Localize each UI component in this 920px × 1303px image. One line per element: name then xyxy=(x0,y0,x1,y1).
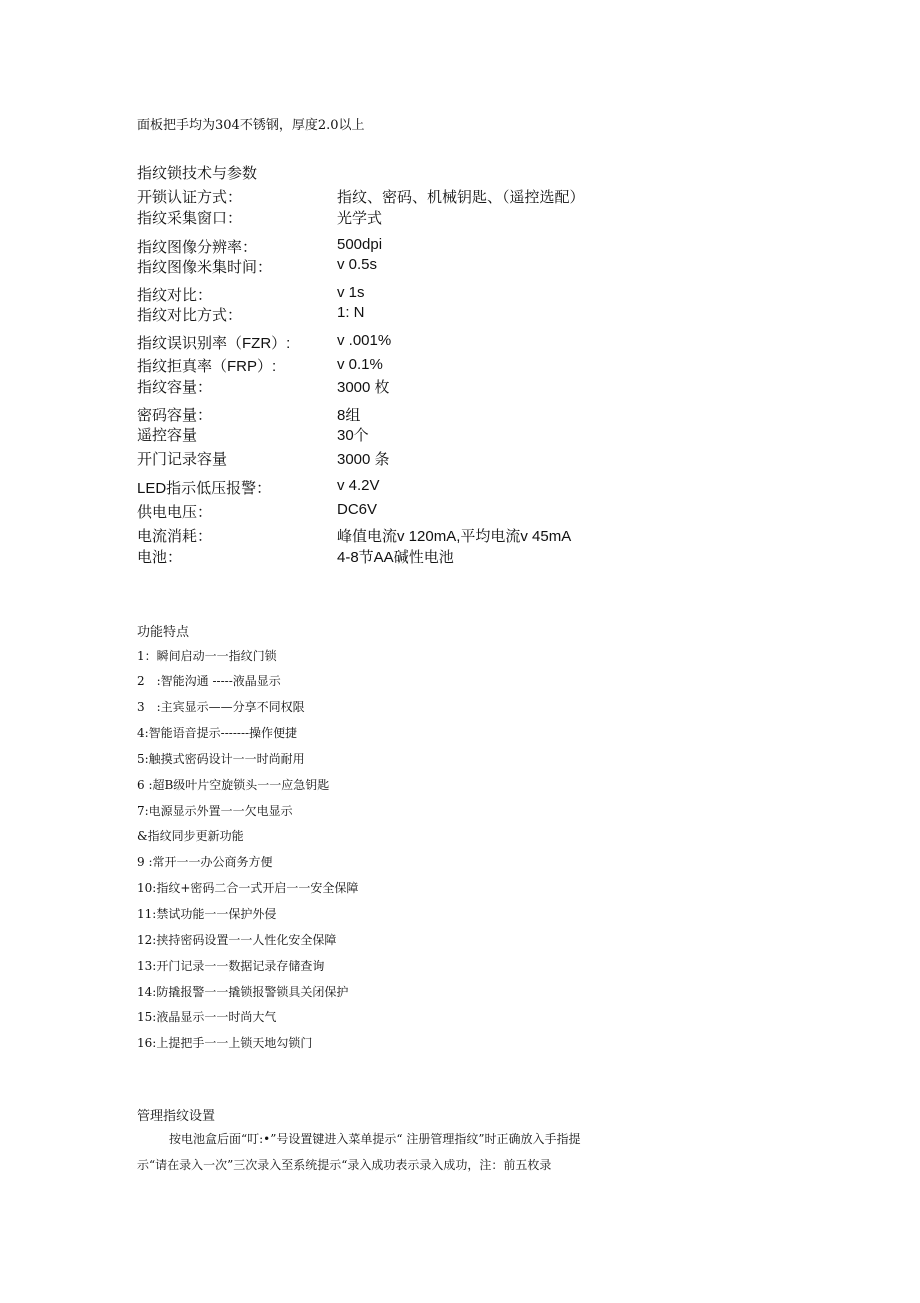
feature-item: 9 :常开一一办公商务方便 xyxy=(137,855,273,869)
spec-label: 供电电压： xyxy=(137,504,213,521)
management-paragraph-line: 示“请在录入一次”三次录入至系统提示“录入成功表示录入成功，注：前五枚录 xyxy=(137,1158,552,1172)
feature-item: 3 :主宾显示——分享不同权限 xyxy=(137,700,305,714)
spec-value: 30个 xyxy=(337,427,369,444)
feature-item: 2 :智能沟通 -----液晶显示 xyxy=(137,674,281,688)
spec-label: 密码容量： xyxy=(137,407,213,424)
features-title: 功能特点 xyxy=(137,625,190,640)
feature-item: 14:防撬报警一一撬锁报警锁具关闭保护 xyxy=(137,985,349,999)
spec-value: v 1s xyxy=(337,284,365,301)
spec-value: 3000 枚 xyxy=(337,379,390,396)
spec-value: 8组 xyxy=(337,407,361,424)
spec-value: v 0.5s xyxy=(337,256,378,273)
spec-label: 指纹容量： xyxy=(137,379,213,396)
spec-value: 500dpi xyxy=(337,236,383,253)
spec-label: 指纹图像分辨率： xyxy=(137,239,258,256)
management-title: 管理指纹设置 xyxy=(137,1109,216,1124)
spec-label: 指纹采集窗口： xyxy=(137,210,243,227)
spec-value: v 0.1% xyxy=(337,356,383,373)
spec-value: 1: N xyxy=(337,304,365,321)
feature-item: 7:电源显示外置一一欠电显示 xyxy=(137,804,293,818)
spec-value: 峰值电流v 120mA,平均电流v 45mA xyxy=(337,528,572,545)
intro-text: 面板把手均为304不锈钢，厚度2.0以上 xyxy=(137,118,365,133)
spec-label: 指纹拒真率（FRP）: xyxy=(137,358,277,375)
spec-value: 指纹、密码、机械钥匙、（遥控选配） xyxy=(337,189,585,206)
spec-label: 开门记录容量 xyxy=(137,451,228,468)
feature-item: 4:智能语音提示-------操作便捷 xyxy=(137,726,298,740)
spec-label: 指纹误识别率（FZR）: xyxy=(137,335,291,352)
spec-label: 开锁认证方式： xyxy=(137,189,243,206)
feature-item: 5:触摸式密码设计一一时尚耐用 xyxy=(137,752,305,766)
spec-title: 指纹锁技术与参数 xyxy=(137,165,258,182)
spec-label: 指纹图像米集时间： xyxy=(137,259,273,276)
feature-item: 15:液晶显示一一时尚大气 xyxy=(137,1010,277,1024)
feature-item: 11:禁试功能一一保护外侵 xyxy=(137,907,277,921)
spec-label: LED指示低压报警： xyxy=(137,480,272,497)
spec-value: v 4.2V xyxy=(337,477,380,494)
feature-item: 13:开门记录一一数据记录存储查询 xyxy=(137,959,325,973)
feature-item: 16:上提把手一一上锁天地勾锁门 xyxy=(137,1036,313,1050)
spec-value: v .001% xyxy=(337,332,392,349)
management-paragraph-line: 按电池盒后面“叮:•”号设置键进入菜单提示“ 注册管理指纹”时正确放入手指提 xyxy=(169,1132,581,1146)
spec-value: 光学式 xyxy=(337,210,383,227)
feature-item: 6 :超B级叶片空旋锁头一一应急钥匙 xyxy=(137,778,330,792)
feature-item: &指纹同步更新功能 xyxy=(137,829,244,843)
spec-value: 4-8节AA碱性电池 xyxy=(337,549,454,566)
feature-item: 12:挟持密码设置一一人性化安全保障 xyxy=(137,933,337,947)
feature-item: 1：瞬间启动一一指纹门锁 xyxy=(137,649,277,663)
feature-item: 10:指纹+密码二合一式开启一一安全保障 xyxy=(137,881,359,895)
spec-label: 指纹对比方式： xyxy=(137,307,243,324)
spec-value: DC6V xyxy=(337,501,378,518)
spec-label: 电流消耗： xyxy=(137,528,213,545)
spec-value: 3000 条 xyxy=(337,451,390,468)
spec-label: 遥控容量 xyxy=(137,427,198,444)
spec-label: 指纹对比： xyxy=(137,287,213,304)
spec-label: 电池： xyxy=(137,549,183,566)
